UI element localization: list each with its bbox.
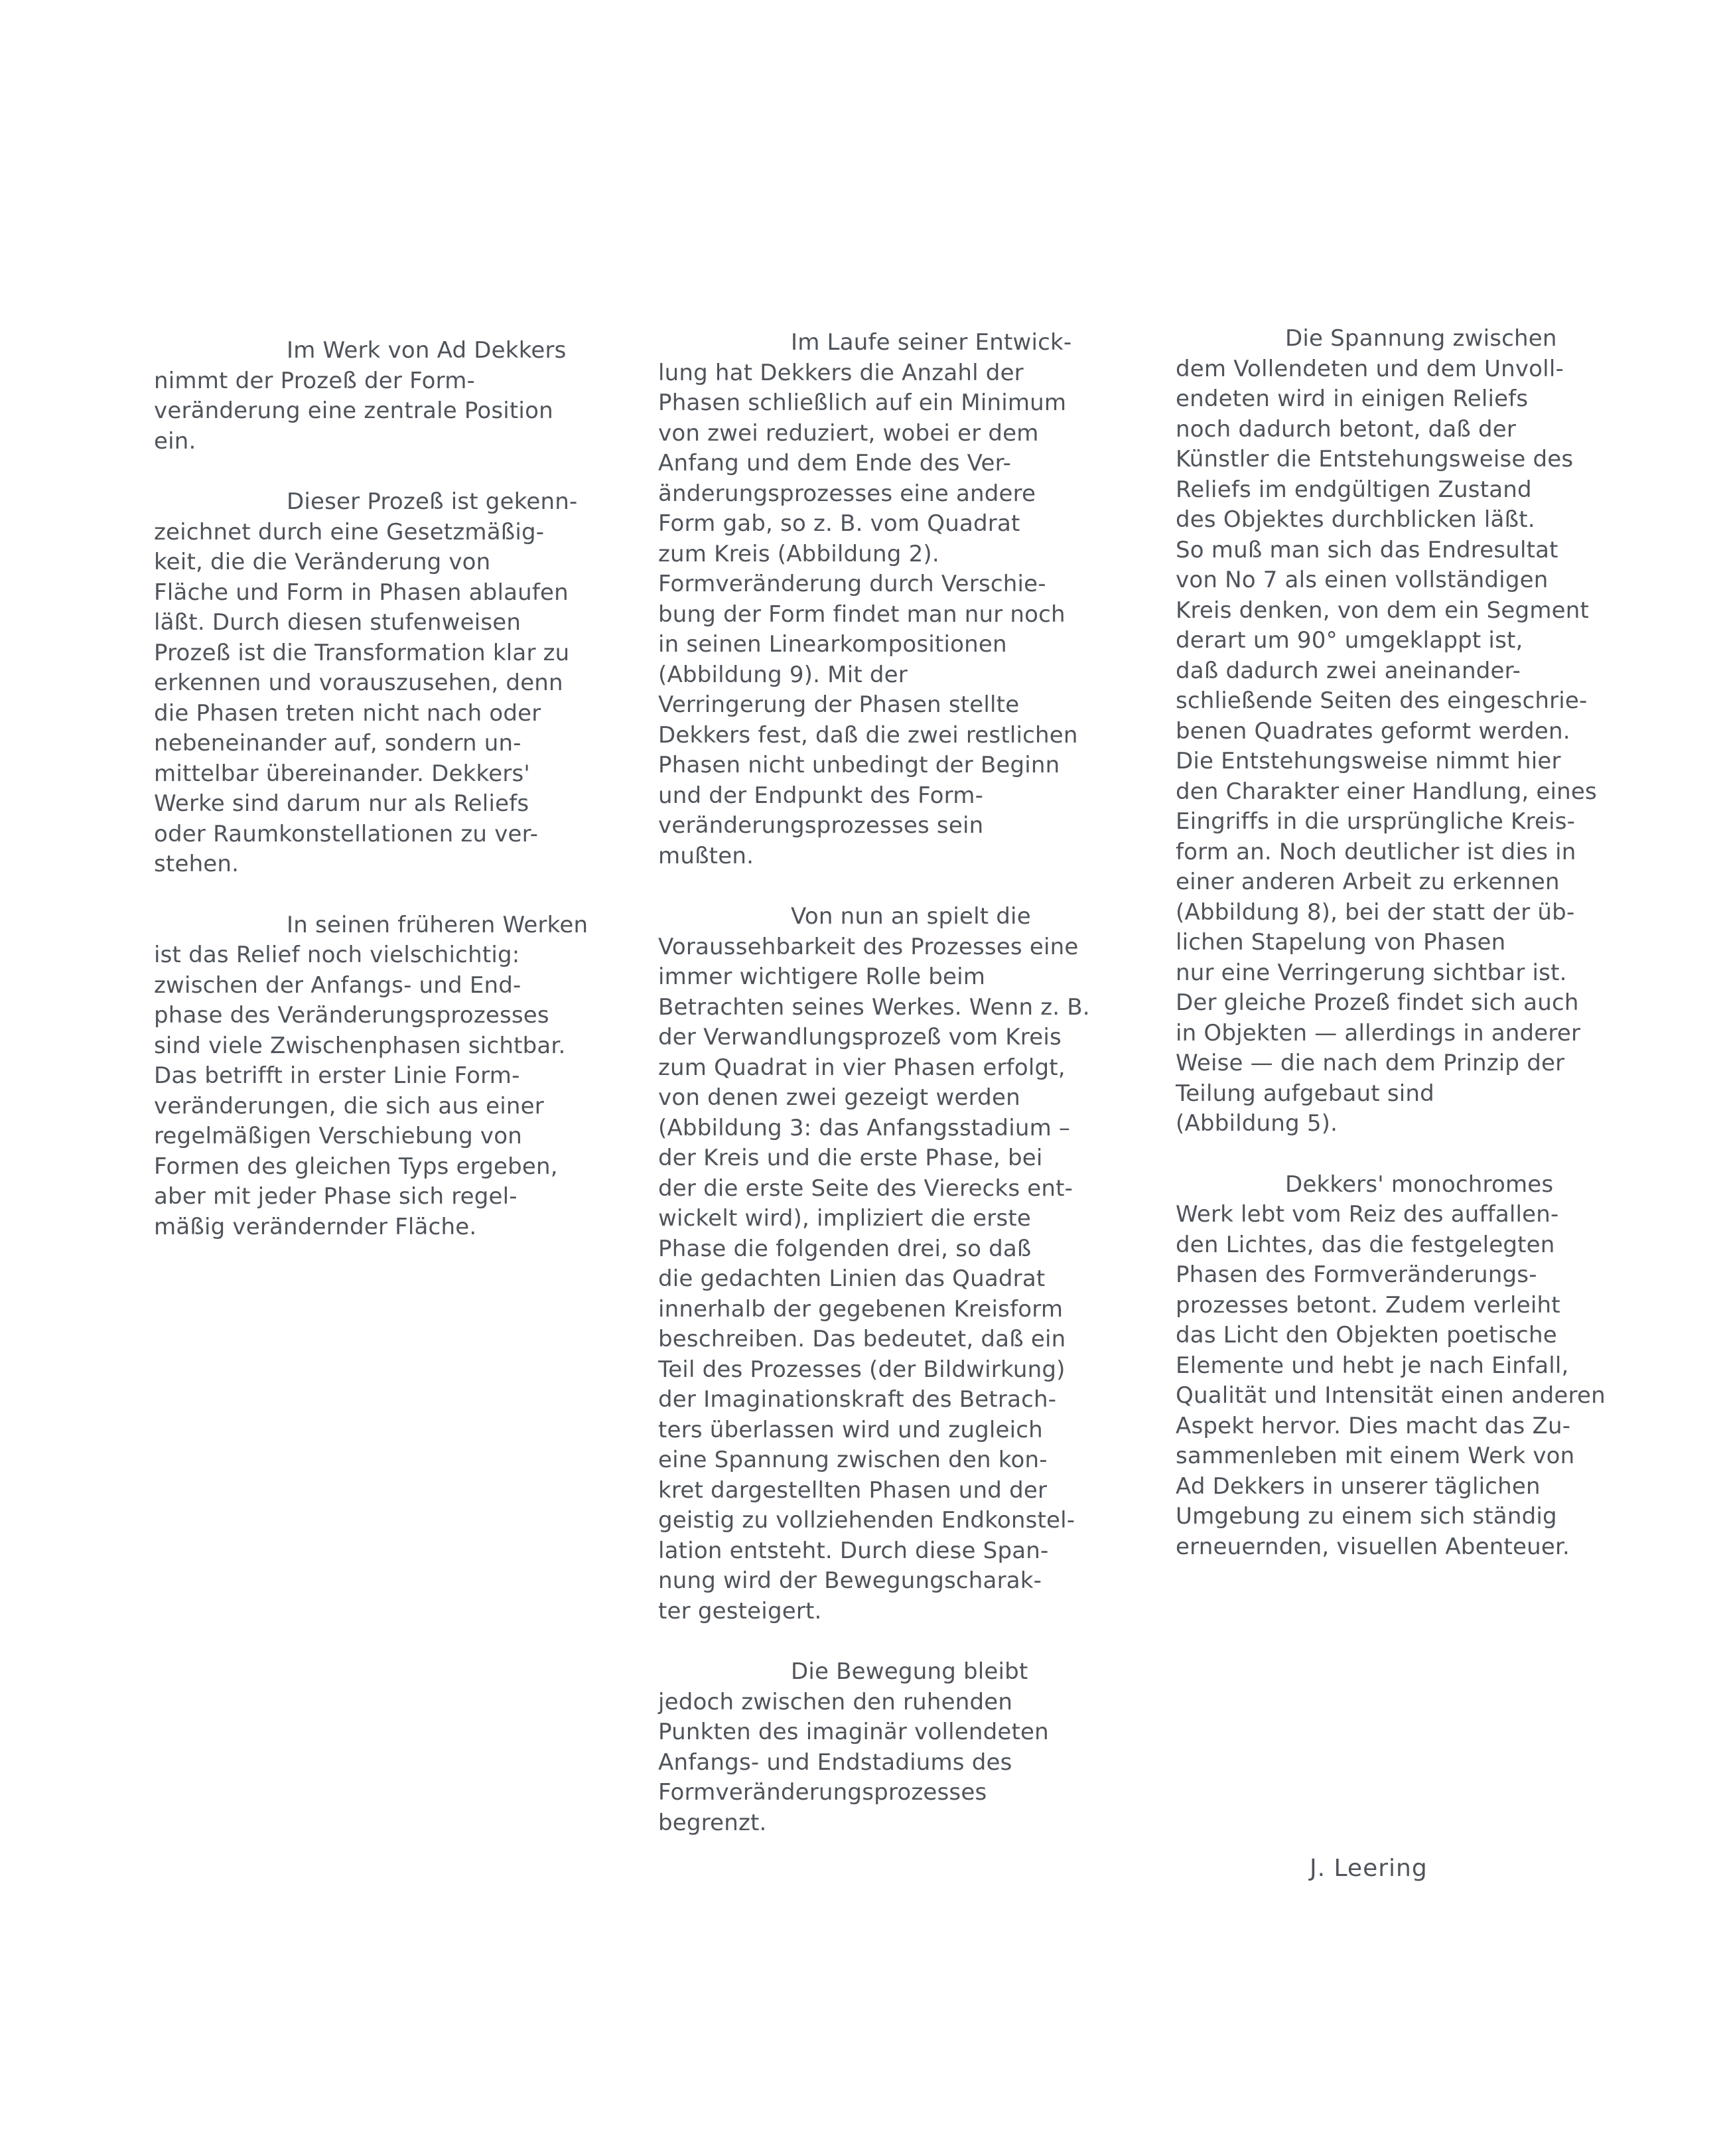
text-line: noch dadurch betont, daß der <box>1176 415 1517 443</box>
text-line: veränderung eine zentrale Position <box>154 397 553 424</box>
text-line: Betrachten seines Werkes. Wenn z. B. <box>658 993 1090 1021</box>
text-line: Die Entstehungsweise nimmt hier <box>1176 748 1561 774</box>
text-line: begrenzt. <box>658 1809 767 1836</box>
paragraph <box>1176 1170 1680 1563</box>
text-line: bung der Form findet man nur noch <box>658 601 1066 628</box>
text-line: Formen des gleichen Typs ergeben, <box>154 1153 558 1180</box>
text-line: jedoch zwischen den ruhenden <box>658 1688 1013 1715</box>
text-line: geistig zu vollziehenden Endkonstel- <box>658 1507 1075 1534</box>
text-line: Weise — die nach dem Prinzip der <box>1176 1050 1565 1076</box>
text-line: Formveränderung durch Verschie- <box>658 571 1046 597</box>
text-line: kret dargestellten Phasen und der <box>658 1476 1048 1504</box>
text-line: Punkten des imaginär vollendeten <box>658 1719 1049 1745</box>
text-line: (Abbildung 3: das Anfangsstadium – <box>658 1114 1071 1141</box>
text-line: Aspekt hervor. Dies macht das Zu- <box>1176 1412 1571 1439</box>
paragraph-first-line: Dieser Prozeß ist gekenn- <box>287 488 578 515</box>
paragraph-first-line: In seinen früheren Werken <box>287 911 588 938</box>
text-line: wickelt wird), impliziert die erste <box>658 1205 1032 1232</box>
text-line: Elemente und hebt je nach Einfall, <box>1176 1352 1569 1379</box>
text-line: Phasen schließlich auf ein Minimum <box>658 390 1067 416</box>
paragraph <box>658 902 1162 1626</box>
text-line: Künstler die Entstehungsweise des <box>1176 446 1574 472</box>
text-line: Phase die folgenden drei, so daß <box>658 1235 1032 1262</box>
text-line: Eingriffs in die ursprüngliche Kreis- <box>1176 808 1576 835</box>
text-line: daß dadurch zwei aneinander- <box>1176 657 1521 684</box>
text-line: Reliefs im endgültigen Zustand <box>1176 476 1532 503</box>
text-line: Phasen des Formveränderungs- <box>1176 1261 1537 1288</box>
text-line: und der Endpunkt des Form- <box>658 782 984 809</box>
text-line: Verringerung der Phasen stellte <box>658 691 1020 718</box>
text-line: läßt. Durch diesen stufenweisen <box>154 609 521 636</box>
text-line: erkennen und vorauszusehen, denn <box>154 670 563 696</box>
text-line: nimmt der Prozeß der Form- <box>154 367 475 394</box>
text-line: nung wird der Bewegungscharak- <box>658 1567 1042 1594</box>
text-line: Anfang und dem Ende des Ver- <box>658 450 1012 476</box>
text-line: ein. <box>154 427 196 455</box>
text-line: immer wichtigere Rolle beim <box>658 964 986 990</box>
text-line: von denen zwei gezeigt werden <box>658 1084 1020 1111</box>
author-signature: J. Leering <box>1310 1855 1428 1882</box>
text-line: schließende Seiten des eingeschrie- <box>1176 687 1588 714</box>
text-line: mußten. <box>658 842 754 869</box>
text-line: veränderungsprozesses sein <box>658 812 984 839</box>
text-line: Formveränderungsprozesses <box>658 1779 987 1806</box>
paragraph-first-line: Die Spannung zwischen <box>1285 325 1557 352</box>
text-line: keit, die die Veränderung von <box>154 549 491 575</box>
text-line: Qualität und Intensität einen anderen <box>1176 1382 1606 1409</box>
paragraph <box>1176 324 1680 1139</box>
text-line: endeten wird in einigen Reliefs <box>1176 386 1529 412</box>
text-line: lung hat Dekkers die Anzahl der <box>658 359 1024 386</box>
paragraph <box>154 487 658 880</box>
text-line: Kreis denken, von dem ein Segment <box>1176 597 1590 624</box>
text-line: stehen. <box>154 851 240 877</box>
text-line: den Lichtes, das die festgelegten <box>1176 1231 1555 1258</box>
paragraph-first-line: Im Laufe seiner Entwick- <box>791 329 1072 356</box>
text-line: So muß man sich das Endresultat <box>1176 536 1558 563</box>
text-line: Werk lebt vom Reiz des auffallen- <box>1176 1201 1559 1228</box>
text-line: nur eine Verringerung sichtbar ist. <box>1176 959 1567 986</box>
text-line: veränderungen, die sich aus einer <box>154 1092 544 1119</box>
text-line: Teilung aufgebaut sind <box>1176 1080 1434 1107</box>
text-line: zeichnet durch eine Gesetzmäßig- <box>154 518 545 545</box>
text-line: einer anderen Arbeit zu erkennen <box>1176 869 1560 895</box>
text-line: (Abbildung 8), bei der statt der üb- <box>1176 898 1575 926</box>
text-line: von zwei reduziert, wobei er dem <box>658 419 1039 447</box>
text-line: mäßig verändernder Fläche. <box>154 1213 477 1240</box>
text-line: mittelbar übereinander. Dekkers' <box>154 760 530 787</box>
text-line: Umgebung zu einem sich ständig <box>1176 1503 1557 1530</box>
text-line: Das betrifft in erster Linie Form- <box>154 1062 520 1089</box>
text-column-1 <box>154 336 658 1273</box>
text-line: ist das Relief noch vielschichtig: <box>154 942 520 968</box>
text-line: Voraussehbarkeit des Prozesses eine <box>658 933 1079 960</box>
text-line: Werke sind darum nur als Reliefs <box>154 790 529 817</box>
paragraph-first-line: Von nun an spielt die <box>791 903 1031 930</box>
paragraph-first-line: Dekkers' monochromes <box>1285 1171 1554 1198</box>
text-line: lichen Stapelung von Phasen <box>1176 929 1506 956</box>
text-line: derart um 90° umgeklappt ist, <box>1176 627 1523 654</box>
text-line: lation entsteht. Durch diese Span- <box>658 1537 1049 1564</box>
text-line: die gedachten Linien das Quadrat <box>658 1265 1046 1292</box>
text-column-3 <box>1176 324 1680 1593</box>
text-line: Form gab, so z. B. vom Quadrat <box>658 510 1020 537</box>
text-line: der Verwandlungsprozeß vom Kreis <box>658 1024 1062 1050</box>
text-line: Dekkers fest, daß die zwei restlichen <box>658 721 1078 749</box>
text-line: oder Raumkonstellationen zu ver- <box>154 820 539 847</box>
text-line: Prozeß ist die Transformation klar zu <box>154 639 570 666</box>
paragraph <box>154 336 658 457</box>
text-line: nebeneinander auf, sondern un- <box>154 730 521 756</box>
text-line: zwischen der Anfangs- und End- <box>154 971 521 999</box>
text-line: ter gesteigert. <box>658 1597 822 1624</box>
text-line: phase des Veränderungsprozesses <box>154 1002 549 1029</box>
text-line: Ad Dekkers in unserer täglichen <box>1176 1473 1541 1500</box>
text-line: Anfangs- und Endstadiums des <box>658 1749 1012 1776</box>
text-line: (Abbildung 5). <box>1176 1110 1338 1137</box>
text-line: beschreiben. Das bedeutet, daß ein <box>658 1326 1066 1352</box>
text-line: (Abbildung 9). Mit der <box>658 661 908 688</box>
text-column-2 <box>658 328 1162 1869</box>
text-line: Der gleiche Prozeß findet sich auch <box>1176 989 1579 1016</box>
text-line: eine Spannung zwischen den kon- <box>658 1447 1048 1473</box>
text-line: den Charakter einer Handlung, eines <box>1176 778 1597 805</box>
text-line: sammenleben mit einem Werk von <box>1176 1443 1575 1469</box>
paragraph <box>658 328 1162 871</box>
text-line: das Licht den Objekten poetische <box>1176 1322 1557 1348</box>
text-line: Fläche und Form in Phasen ablaufen <box>154 579 569 606</box>
text-line: regelmäßigen Verschiebung von <box>154 1123 522 1149</box>
text-line: änderungsprozesses eine andere <box>658 480 1036 507</box>
text-line: Phasen nicht unbedingt der Beginn <box>658 752 1060 778</box>
text-line: aber mit jeder Phase sich regel- <box>154 1183 518 1210</box>
text-line: zum Kreis (Abbildung 2). <box>658 540 939 567</box>
text-line: in Objekten — allerdings in anderer <box>1176 1019 1581 1046</box>
text-line: Teil des Prozesses (der Bildwirkung) <box>658 1356 1066 1383</box>
text-line: ters überlassen wird und zugleich <box>658 1416 1043 1443</box>
text-line: prozesses betont. Zudem verleiht <box>1176 1291 1560 1319</box>
paragraph <box>154 910 658 1243</box>
paragraph <box>658 1657 1162 1838</box>
text-line: von No 7 als einen vollständigen <box>1176 567 1549 593</box>
paragraph-first-line: Im Werk von Ad Dekkers <box>287 337 567 364</box>
text-line: zum Quadrat in vier Phasen erfolgt, <box>658 1054 1066 1081</box>
text-line: in seinen Linearkompositionen <box>658 631 1007 658</box>
text-line: form an. Noch deutlicher ist dies in <box>1176 838 1576 865</box>
text-line: sind viele Zwischenphasen sichtbar. <box>154 1032 566 1059</box>
text-line: benen Quadrates geformt werden. <box>1176 717 1570 745</box>
text-line: dem Vollendeten und dem Unvoll- <box>1176 355 1564 382</box>
text-line: die Phasen treten nicht nach oder <box>154 699 541 727</box>
text-line: des Objektes durchblicken läßt. <box>1176 506 1535 533</box>
text-line: innerhalb der gegebenen Kreisform <box>658 1295 1064 1323</box>
text-line: der die erste Seite des Vierecks ent- <box>658 1175 1073 1202</box>
text-line: der Imaginationskraft des Betrach- <box>658 1386 1057 1413</box>
text-line: erneuernden, visuellen Abenteuer. <box>1176 1533 1570 1560</box>
text-line: der Kreis und die erste Phase, bei <box>658 1145 1043 1171</box>
paragraph-first-line: Die Bewegung bleibt <box>791 1658 1028 1685</box>
